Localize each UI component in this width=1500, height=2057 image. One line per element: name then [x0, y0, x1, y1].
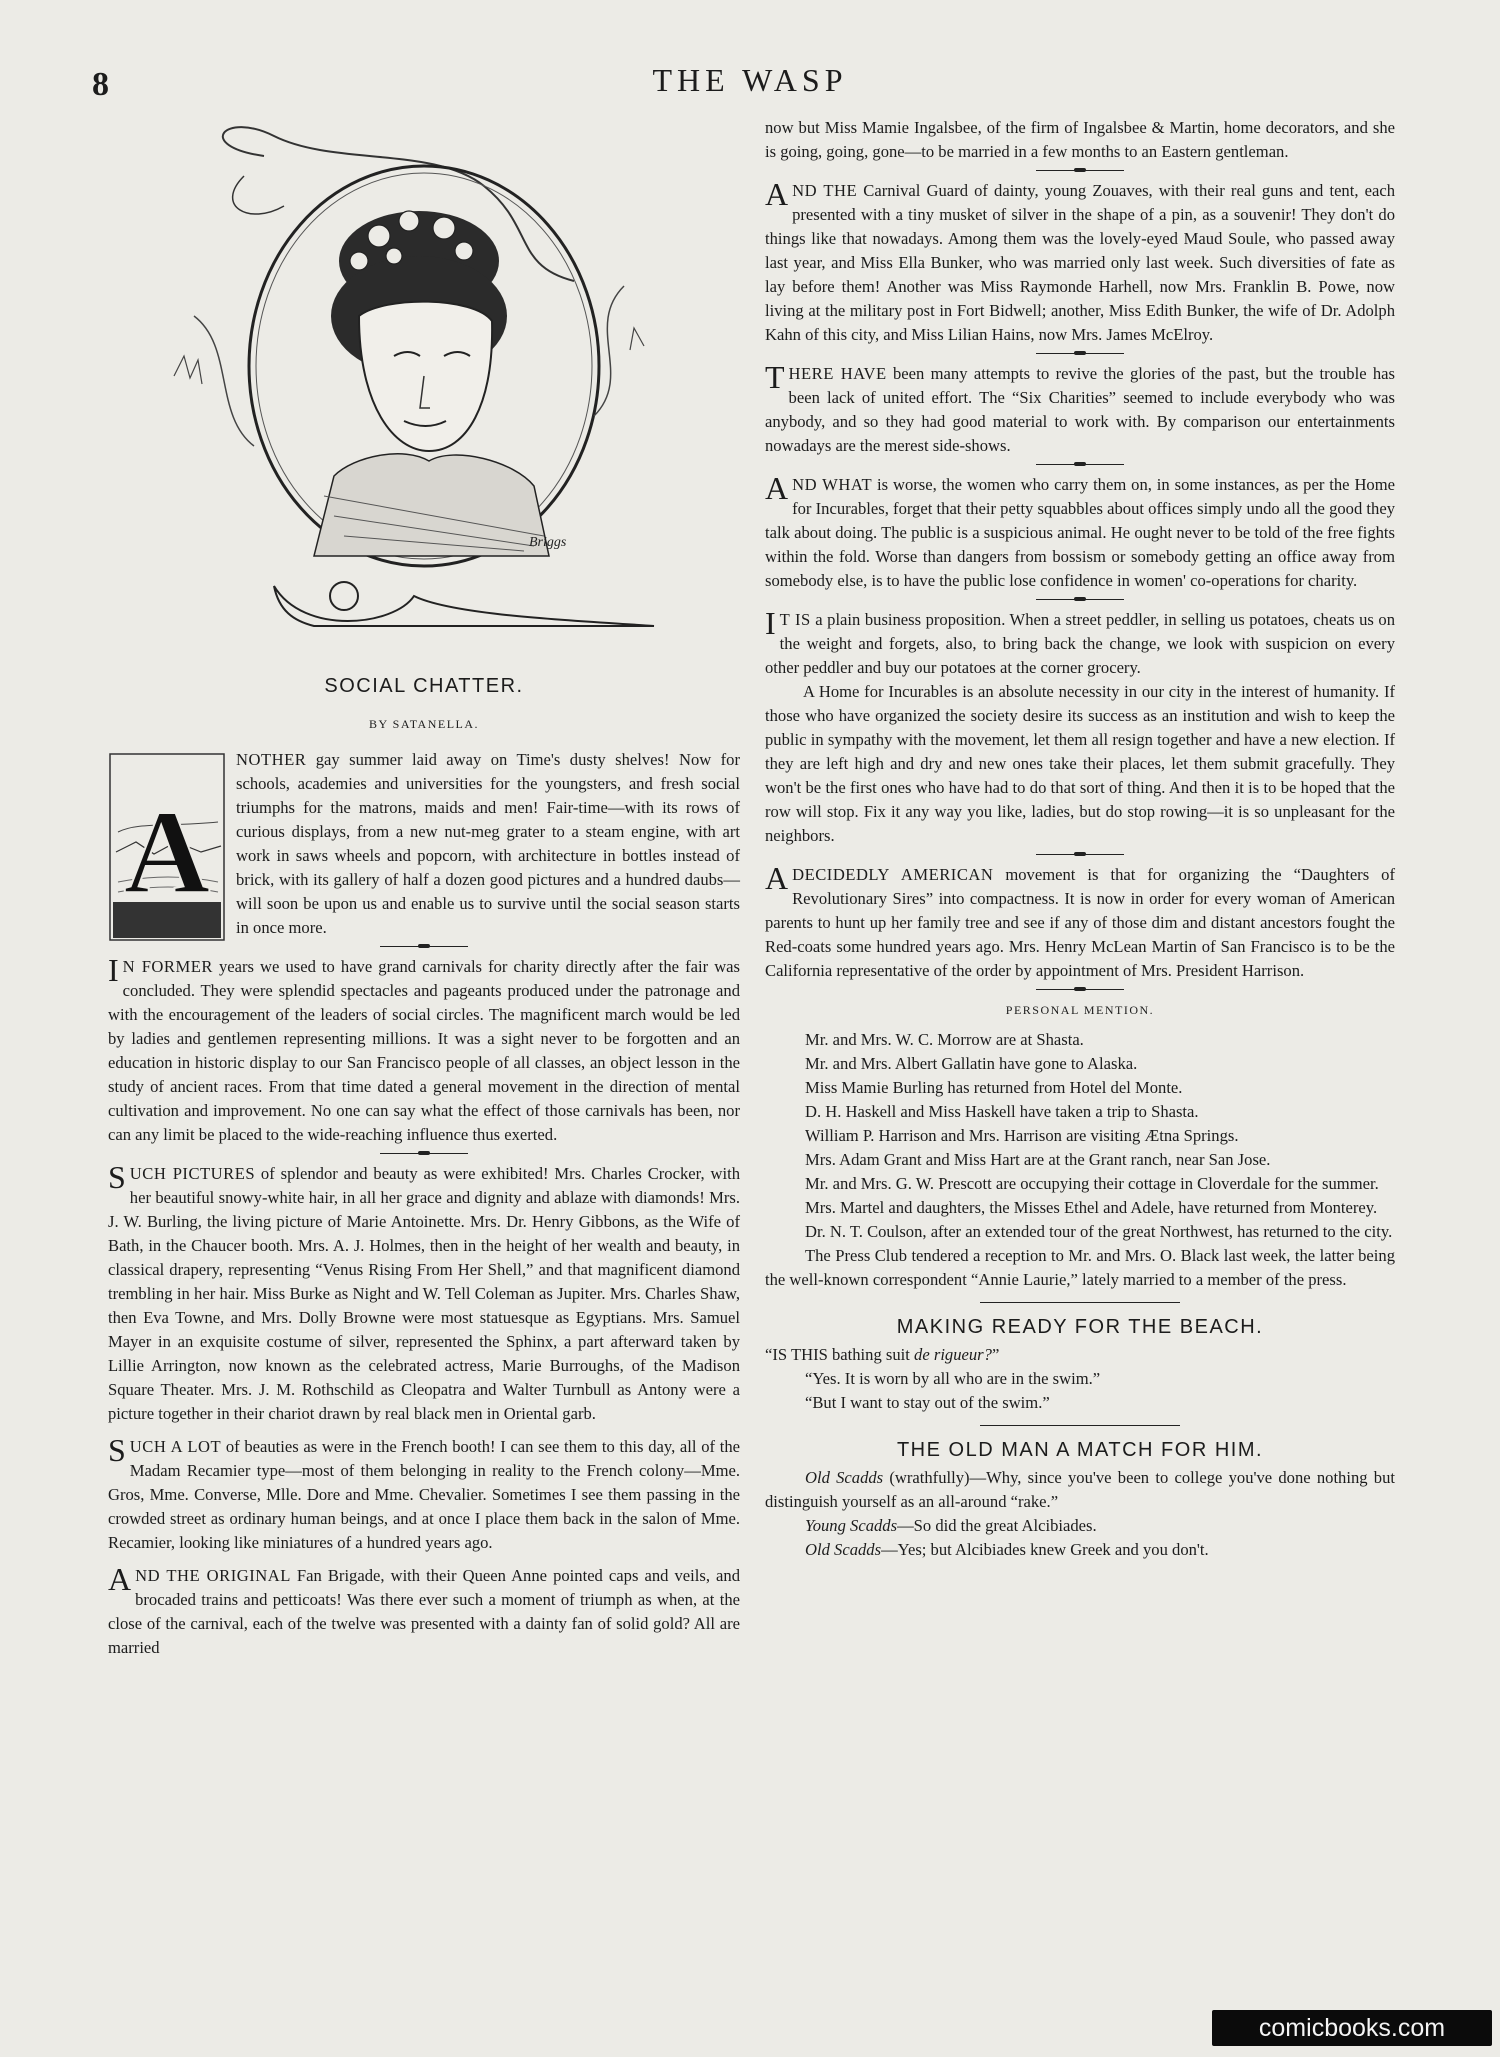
section-rule [980, 1302, 1180, 1303]
left-column [108, 116, 740, 1660]
beach-line: “But I want to stay out of the swim.” [805, 1393, 1050, 1412]
mention-item: Miss Mamie Burling has returned from Hotel del Monte. [805, 1078, 1183, 1097]
section-divider [380, 1153, 468, 1154]
personal-mention-heading: PERSONAL MENTION. [1005, 1003, 1155, 1017]
paragraph: SUCH PICTURES of splendor and beauty as were exhibited! Mrs. Charles Crocker, with her beautiful snowy-white hair, in all her grace and dignity and ablaze with diamonds! Mrs. J. W. Burling, the living picture of Marie Antoinette. Mrs. Dr. Henry Gibbons, as the Wife of Bath, in the Chaucer booth. Mrs. A. J. Holmes, then in the height of her wealth and beauty, in classical drapery, representing “Venus Rising From Her Shell,” and that magnificent diamond trembling in her hair. Miss Burke as Night and W. Tell Coleman as Jupiter. Mrs. Charles Shaw, then Eva Towne, and Mrs. Dolly Browne were most statuesque as Egyptians. Mrs. Samuel Mayer in an exquisite costume of silver, represented the Sphinx, a part afterward taken by Lillie Arrington, now known as the celebrated actress, Marie Burroughs, of the Madison Square Theater. Mrs. J. M. Rothschild as Cleopatra and Walter Turnbull as Antony were a picture together in their chariot drawn by real black men in Oriental garb. [108, 1159, 741, 1423]
paragraph: A DECIDEDLY AMERICAN movement is that for organizing the “Daughters of Revolutionary Sires” into compactness. It is now in order for every woman of American parents to hunt up her family tree and see if any of those dim and distant ancestors fought the Red-coats some hundred years ago. Mrs. Henry McLean Martin of San Francisco is to be the California representative of the order by appointment of Mrs. President Harrison. [765, 860, 1395, 980]
masthead: THE WASP [652, 62, 848, 98]
mention-item: Mr. and Mrs. Albert Gallatin have gone to Alaska. [805, 1054, 1138, 1073]
article-title: SOCIAL CHATTER. [324, 675, 524, 697]
paragraph: I T IS a plain business proposition. When a street peddler, in selling us potatoes, cheats us on the weight and forgets, also, to bring back the change, we look with suspicion on every other peddler and buy our potatoes at the corner grocery. [765, 605, 1395, 677]
illustrated-dropcap [108, 752, 226, 942]
paragraph: AND THE ORIGINAL Fan Brigade, with their Queen Anne pointed caps and veils, and brocaded trains and petticoats! Was there ever such a moment of triumph as when, at the close of the carnival, each of the twelve was presented with a dainty fan of solid gold? All are married [108, 1561, 740, 1657]
portrait-illustration [154, 116, 684, 666]
paragraph: AND WHAT is worse, the women who carry them on, in some instances, as per the Home for Incurables, forget that their petty squabbles about offices simply undo all the good they talk about doing. The public is a suspicious animal. He ought never to be told of the free fights within the fold. Worse than dangers from bossism or somebody getting an office away from somebody else, is to have the public lose confidence in women' co-operations for charity. [765, 470, 1395, 590]
beach-line: “Yes. It is worn by all who are in the swim.” [805, 1369, 1101, 1388]
paragraph: SUCH A LOT of beauties as were in the French booth! I can see them to this day, all of the Madam Recamier type—most of them belonging in reality to the French colony—Mme. Gros, Mme. Converse, Mlle. Dore and Mme. Chevalier. Sometimes I see them passing in the crowded street as ordinary human beings, and at once I place them back in the salon of Mme. Recamier, looking like miniatures of a hundred years ago. [108, 1432, 740, 1552]
section-rule [980, 1425, 1180, 1426]
section-divider [1036, 599, 1124, 600]
artist-signature: Briggs [529, 535, 567, 550]
section-divider [380, 946, 468, 947]
mention-item: William P. Harrison and Mrs. Harrison are visiting Ætna Springs. [805, 1126, 1239, 1145]
continued-paragraph: now but Miss Mamie Ingalsbee, of the firm of Ingalsbee & Martin, home decorators, and she is going, going, gone—to be married in a few months to an Eastern gentleman. [765, 118, 1395, 161]
svg-text:A: A [123, 785, 211, 918]
mention-item: Mr. and Mrs. G. W. Prescott are occupying their cottage in Cloverdale for the summer. [805, 1174, 1379, 1193]
intro-lead: NOTHER [236, 750, 307, 769]
section-divider [1036, 989, 1124, 990]
intro-paragraph [108, 748, 740, 940]
mention-item: Dr. N. T. Coulson, after an extended tour of the great Northwest, has returned to the city. [805, 1222, 1393, 1241]
section-divider [1036, 854, 1124, 855]
paragraph: AND THE Carnival Guard of dainty, young Zouaves, with their real guns and tent, each presented with a tiny musket of silver in the shape of a pin, as a souvenir! They don't do things like that nowadays. Among them was the lovely-eyed Maud Soule, who passed away last year, and Miss Ella Bunker, who was married only last week. Such diversities of fate as lay before them! Another was Miss Raymonde Harhell, now Mrs. Franklin B. Powe, now living at the military post in Fort Bidwell; another, Miss Edith Bunker, the wife of Dr. Adolph Kahn of this city, and Miss Lilian Hains, now Mrs. James McElroy. [765, 176, 1395, 344]
dialogue-line: Old Scadds (wrathfully)—Why, since you've been to college you've done nothing but distinguish yourself as an all-around “rake.” [765, 1468, 1395, 1511]
paragraph: A Home for Incurables is an absolute necessity in our city in the interest of humanity. If those who have organized the society desire its success as an institution and wish to keep the public in sympathy with the movement, let them all resign together and have a new election. If they are left high and dry and new ones take their places, let them submit gracefully. They won't be the first ones who have had to do that sort of thing. And then it is to be hoped that the row will stop. Fix it any way you like, ladies, but do stop rowing—it is so unpleasant for the neighbors. [765, 682, 1395, 845]
page-number: 8 [92, 66, 109, 103]
section-divider [1036, 170, 1124, 171]
old-man-title: THE OLD MAN A MATCH FOR HIM. [896, 1439, 1264, 1461]
right-column [765, 116, 1395, 1562]
paragraph: THERE HAVE been many attempts to revive the glories of the past, but the trouble has been lack of united effort. The “Six Charities” seemed to include everybody who was anybody, and so they had good material to work with. By comparison our entertainments nowadays are the merest side-shows. [765, 359, 1395, 455]
watermark-badge: comicbooks.com [1212, 2010, 1492, 2046]
mention-item: Mrs. Adam Grant and Miss Hart are at the Grant ranch, near San Jose. [805, 1150, 1271, 1169]
beach-title: MAKING READY FOR THE BEACH. [896, 1316, 1264, 1338]
article-byline: BY SATANELLA. [368, 717, 480, 731]
mention-item: Mrs. Martel and daughters, the Misses Ethel and Adele, have returned from Monterey. [805, 1198, 1378, 1217]
section-divider [1036, 353, 1124, 354]
mention-item: D. H. Haskell and Miss Haskell have taken a trip to Shasta. [805, 1102, 1199, 1121]
dialogue-line: Young Scadds—So did the great Alcibiades. [805, 1516, 1097, 1535]
mention-item: Mr. and Mrs. W. C. Morrow are at Shasta. [805, 1030, 1084, 1049]
mention-item: The Press Club tendered a reception to Mr. and Mrs. O. Black last week, the latter being the well-known correspondent “Annie Laurie,” lately married to a member of the press. [765, 1246, 1395, 1289]
section-divider [1036, 464, 1124, 465]
dialogue-line: Old Scadds—Yes; but Alcibiades knew Greek and you don't. [805, 1540, 1209, 1559]
intro-text: gay summer laid away on Time's dusty shelves! Now for schools, academies and universities for the youngsters, and fresh social triumphs for the matrons, maids and men! Fair-time—with its rows of curious displays, from a new nut-meg grater to a steam engine, with art work in saws wheels and popcorn, with architecture in bottles instead of brick, with its gallery of half a dozen good pictures and a hundred daubs—will soon be upon us and enable us to survive until the social season starts in once more. [236, 750, 740, 937]
beach-line: “IS THIS bathing suit de rigueur?” [765, 1345, 1000, 1364]
paragraph: I N FORMER years we used to have grand carnivals for charity directly after the fair was concluded. They were splendid spectacles and pageants produced under the patronage and with the encouragement of the leaders of social circles. The magnificent march would be led by ladies and gentlemen representing millions. It was a sight never to be forgotten and an education in historic display to our San Francisco people of all classes, an object lesson in the study of ancient races. From that time dated a general movement in the direction of mental cultivation and improvement. No one can say what the effect of those carnivals has been, nor can any limit be placed to the wide-reaching influence thus exerted. [108, 952, 740, 1144]
